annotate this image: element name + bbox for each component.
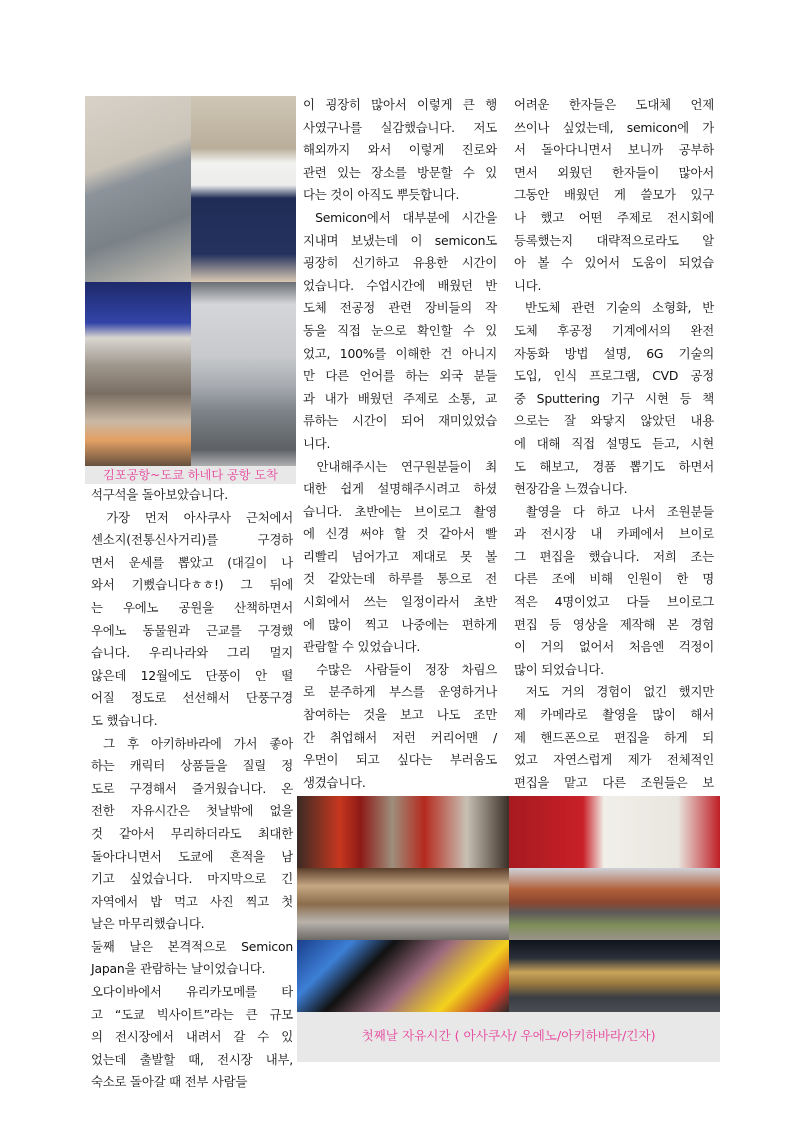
shopping-street-photo (297, 868, 509, 940)
text-line: 전한 자유시간은 첫날밖에 없을 (91, 803, 293, 819)
text-line: 적은 4명이었고 다들 브이로그 (514, 594, 714, 610)
text-line: 는 우에노 공원을 산책하면서 (91, 599, 293, 615)
text-line: 그 편집을 했습니다. 저희 조는 (514, 548, 714, 564)
text-line: 의 전시장에서 내려서 갈 수 있 (91, 1029, 293, 1045)
text-line: 우먼이 되고 싶다는 부러움도 (303, 752, 497, 768)
text-line: 에 대해 직접 설명도 듣고, 시현 (514, 435, 714, 451)
text-line: 날은 마무리했습니다. (91, 916, 205, 932)
text-line: 었고, 100%를 이해한 건 아니지 (303, 345, 497, 361)
text-line: 시회에서 쓰는 일정이라서 초반 (303, 594, 497, 610)
text-line: 참여하는 것을 보고 나도 조만 (303, 707, 497, 723)
text-line: Japan을 관람하는 날이었습니다. (91, 961, 266, 977)
text-line: 수많은 사람들이 정장 차림으 (303, 661, 497, 677)
text-line: 저도 거의 경험이 없긴 했지만 (514, 684, 714, 700)
text-line: 많이 되었습니다. (514, 661, 604, 677)
text-line: 습니다. 우리나라와 그리 멀지 (91, 645, 293, 661)
text-line: 과 내가 배웠던 주제로 소통, 교 (303, 390, 497, 406)
text-line: 동을 직접 눈으로 확인할 수 있 (303, 322, 497, 338)
text-line: 해외까지 와서 이렇게 진로와 (303, 142, 497, 158)
text-line: 것 같아서 무리하더라도 최대한 (91, 825, 293, 841)
text-line: 만 다른 언어를 하는 외국 분들 (303, 368, 497, 384)
text-line: 이 거의 없어서 처음엔 걱정이 (514, 639, 714, 655)
text-line: 다른 조에 비해 인원이 한 명 (514, 571, 714, 587)
text-line: 간 취업해서 저런 커리어맨 / (303, 729, 497, 745)
text-line: 도체 전공정 관련 장비들의 작 (303, 300, 497, 316)
text-line: 하는 캐릭터 상품들을 질릴 정 (91, 758, 293, 774)
airplane-window-photo (191, 282, 296, 468)
text-line: 면서 운세를 뽑았고 (대길이 나 (91, 554, 293, 570)
text-line: 그동안 배웠던 게 쓸모가 있구 (514, 187, 714, 203)
text-column-2 (303, 94, 497, 840)
text-line: 기고 싶었습니다. 마지막으로 긴 (91, 871, 293, 887)
text-line: 었는데 출발할 때, 전시장 내부, (91, 1051, 293, 1067)
text-line: 대한 쉽게 설명해주시려고 하셨 (303, 481, 497, 497)
text-line: 석구석을 돌아보았습니다. (91, 487, 228, 502)
ginza-station-photo (509, 940, 720, 1012)
text-line: 과 전시장 내 카페에서 브이로 (514, 526, 714, 542)
text-line: 관련 있는 장소를 방문할 수 있 (303, 164, 497, 180)
text-line: 굉장히 신기하고 유용한 시간이 (303, 255, 497, 271)
text-line: 가장 먼저 아사쿠사 근처에서 (91, 509, 293, 525)
text-line: 관람할 수 있었습니다. (303, 639, 421, 655)
text-line: 어질 정도로 선선해서 단풍구경 (91, 690, 293, 706)
text-line: 다는 것이 아직도 뿌듯합니다. (303, 187, 460, 203)
text-line: 으로는 잘 와닿지 않았던 내용 (514, 413, 714, 429)
text-line: 니다. (514, 277, 542, 293)
text-line: 쓰이나 싶었는데, semicon에 가 (514, 119, 714, 135)
ueno-park-photo (509, 868, 720, 940)
text-line: 었습니다. 수업시간에 배웠던 반 (303, 277, 497, 293)
text-line: 면서 외웠던 한자들이 많아서 (514, 164, 714, 180)
passport-photo (191, 96, 296, 282)
photo-caption-free-time: 첫째날 자유시간 ( 아사쿠사/ 우에노/아키하바라/긴자) (297, 1012, 720, 1062)
text-line: 지내며 보냈는데 이 semicon도 (303, 232, 497, 248)
text-line: 와서 기뻤습니다ㅎㅎ!) 그 뒤에 (91, 577, 293, 593)
text-line: 도로 구경해서 즐거웠습니다. 온 (91, 780, 293, 796)
text-line: 편집을 맡고 다른 조원들은 보 (514, 774, 714, 790)
text-line: 었고 자연스럽게 제가 전체적인 (514, 752, 714, 768)
text-line: 편집 등 영상을 제작해 본 경험 (514, 616, 714, 632)
text-line: 고 “도쿄 빅사이트”라는 큰 규모 (91, 1006, 293, 1022)
akihabara-photo (297, 940, 509, 1012)
text-column-3 (514, 94, 714, 840)
text-line: 도입, 인식 프로그램, CVD 공정 (514, 368, 714, 384)
text-line: 자동화 방법 설명, 6G 기술의 (514, 345, 714, 361)
text-line: 촬영을 다 하고 나서 조원분들 (514, 503, 714, 519)
text-line: 제 카메라로 촬영을 많이 해서 (514, 707, 714, 723)
text-line: 에 신경 써야 할 것 같아서 빨 (303, 526, 497, 542)
text-line: Semicon에서 대부분에 시간을 (303, 209, 497, 225)
text-line: 반도체 관련 기술의 소형화, 반 (514, 300, 714, 316)
text-line: 숙소로 돌아갈 때 전부 사람들 (91, 1074, 248, 1090)
text-line: 도 했습니다. (91, 712, 158, 728)
inflight-meal-photo (85, 282, 191, 468)
text-line: 나 했고 어떤 주제로 전시회에 (514, 209, 714, 225)
text-line: 류하는 시간이 되어 재미있었습 (303, 413, 497, 429)
text-line: 것 같았는데 하루를 통으로 전 (303, 571, 497, 587)
text-line: 그 후 아키하바라에 가서 좋아 (91, 735, 293, 751)
text-line: 아 볼 수 있어서 도움이 되었습 (514, 255, 714, 271)
text-line: 현장감을 느꼈습니다. (514, 481, 628, 497)
text-line: 제 핸드폰으로 편집을 하게 되 (514, 729, 714, 745)
text-line: 사였구나를 실감했습니다. 저도 (303, 119, 497, 135)
text-line: 오다이바에서 유리카모메를 타 (91, 984, 293, 1000)
photo-caption-airport: 김포공항~도쿄 하네다 공항 도착 (85, 466, 296, 484)
text-line: 니다. (303, 435, 331, 451)
text-line: 중 Sputtering 기구 시현 등 책 (514, 390, 714, 406)
text-line: 어려운 한자들은 도대체 언제 (514, 97, 714, 112)
text-line: 로 분주하게 부스를 운영하거나 (303, 684, 497, 700)
text-line: 에 많이 찍고 나중에는 편하게 (303, 616, 497, 632)
fortune-paper-photo (509, 796, 720, 868)
text-column-1 (91, 484, 293, 1094)
text-line: 돌아다니면서 도쿄에 흔적을 남 (91, 848, 293, 864)
text-line: 습니다. 초반에는 브이로그 촬영 (303, 503, 497, 519)
text-line: 도 해보고, 경품 뽑기도 하면서 (514, 458, 714, 474)
luggage-photo (85, 96, 191, 282)
text-line: 둘째 날은 본격적으로 Semicon (91, 938, 293, 954)
asakusa-gate-photo (297, 796, 509, 868)
text-line: 이 굉장히 많아서 이렇게 큰 행 (303, 97, 497, 112)
text-line: 않은데 12월에도 단풍이 안 떨 (91, 667, 293, 683)
text-line: 서 돌아다니면서 보니까 공부하 (514, 142, 714, 158)
text-line: 우에노 동물원과 근교를 구경했 (91, 622, 293, 638)
text-line: 리빨리 넘어가고 제대로 못 볼 (303, 548, 497, 564)
text-line: 도체 후공정 기계에서의 완전 (514, 322, 714, 338)
text-line: 센소지(전통신사거리)를 구경하 (91, 532, 293, 548)
text-line: 생겼습니다. (303, 774, 366, 790)
text-line: 자역에서 밥 먹고 사진 찍고 첫 (91, 893, 293, 909)
text-line: 등록했는지 대략적으로라도 알 (514, 232, 714, 248)
text-line: 안내해주시는 연구원분들이 최 (303, 458, 497, 474)
